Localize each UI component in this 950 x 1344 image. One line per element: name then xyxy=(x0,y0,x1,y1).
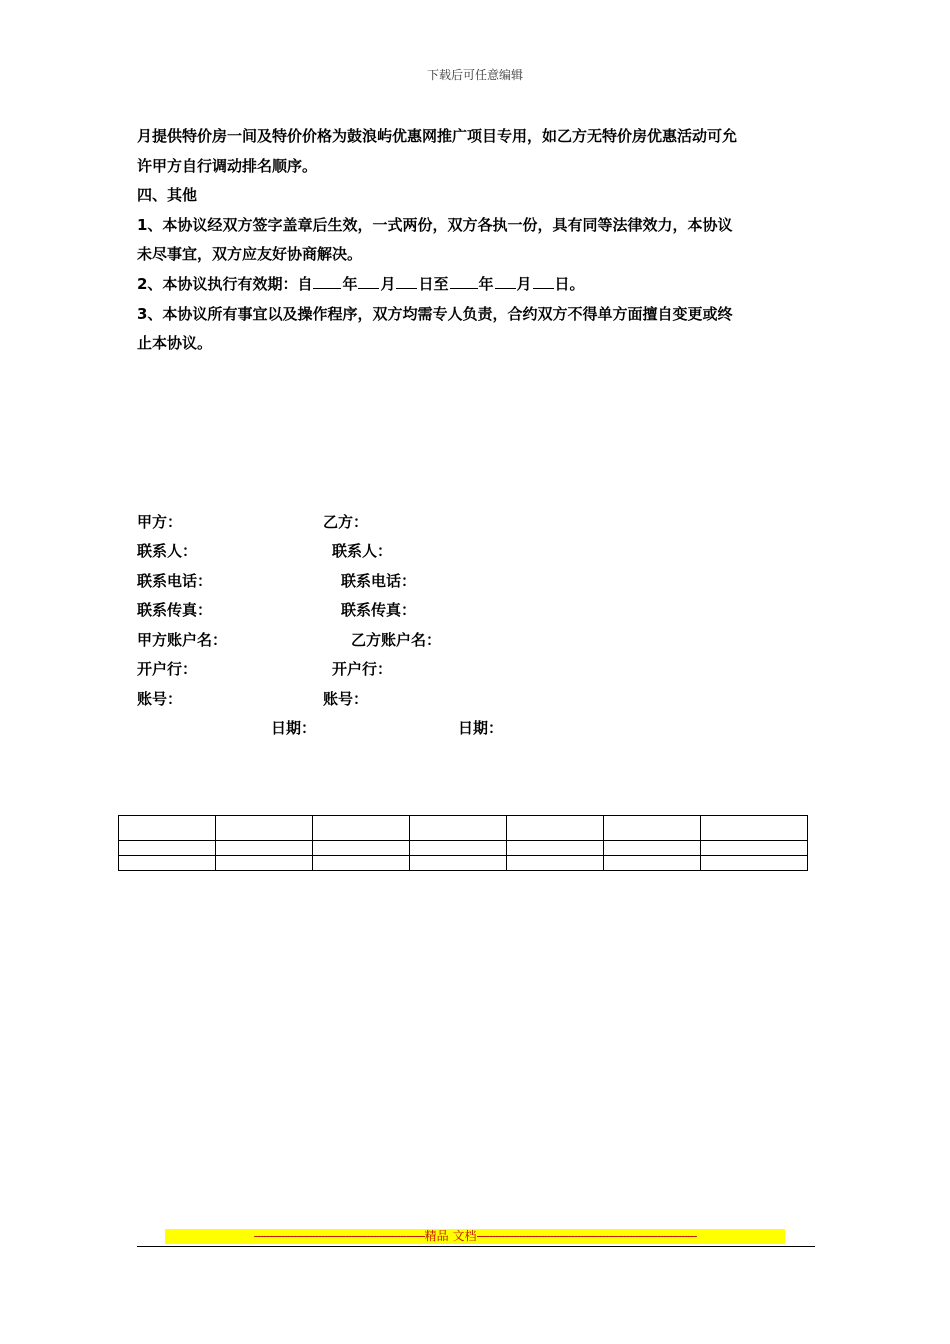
table-cell[interactable] xyxy=(216,856,313,871)
contact-b-label: 联系人： xyxy=(332,542,393,560)
fax-a-label: 联系传真： xyxy=(137,601,213,619)
table-cell[interactable] xyxy=(701,816,808,841)
table-cell[interactable] xyxy=(410,816,507,841)
month-end-label: 月 xyxy=(516,274,532,293)
account-name-b-label: 乙方账户名： xyxy=(351,631,442,649)
year-blank[interactable] xyxy=(313,273,341,289)
table-cell[interactable] xyxy=(410,841,507,856)
month-label: 月 xyxy=(380,274,396,293)
table-cell[interactable] xyxy=(216,816,313,841)
table-cell[interactable] xyxy=(701,841,808,856)
phone-a-label: 联系电话： xyxy=(137,572,213,590)
account-no-a-label: 账号： xyxy=(137,690,183,708)
year-label: 年 xyxy=(342,274,358,293)
footer-banner xyxy=(165,1229,785,1244)
day-end-label: 日。 xyxy=(554,274,585,293)
table-cell[interactable] xyxy=(119,816,216,841)
clause-1-line: 1、本协议经双方签字盖章后生效，一式两份，双方各执一份，具有同等法律效力，本协议 xyxy=(137,215,733,234)
year-end-label: 年 xyxy=(478,274,494,293)
month-end-blank[interactable] xyxy=(495,273,516,289)
table-cell[interactable] xyxy=(119,841,216,856)
clause-3-line: 止本协议。 xyxy=(137,334,213,353)
agreement-body xyxy=(137,122,817,359)
table-cell[interactable] xyxy=(507,816,604,841)
table-cell[interactable] xyxy=(604,841,701,856)
table-cell[interactable] xyxy=(507,856,604,871)
clause-2 xyxy=(137,270,817,300)
table-cell[interactable] xyxy=(216,841,313,856)
paragraph-line: 月提供特价房一间及特价价格为鼓浪屿优惠网推广项目专用，如乙方无特价房优惠活动可允 xyxy=(137,127,738,145)
table-cell[interactable] xyxy=(507,841,604,856)
table-cell[interactable] xyxy=(604,856,701,871)
clause-2-prefix: 2、本协议执行有效期：自 xyxy=(137,274,313,293)
table-row xyxy=(119,816,808,841)
day-to-label: 日至 xyxy=(418,274,449,293)
footer-left-dashes: -------------------------------------------------------- xyxy=(253,1229,425,1243)
table-row xyxy=(119,841,808,856)
footer-rule xyxy=(137,1246,815,1247)
account-no-b-label: 账号： xyxy=(323,690,369,708)
contact-a-label: 联系人： xyxy=(137,542,198,560)
party-a-label: 甲方： xyxy=(137,513,183,531)
clause-1-line: 未尽事宜，双方应友好协商解决。 xyxy=(137,245,363,264)
table-cell[interactable] xyxy=(313,841,410,856)
table-cell[interactable] xyxy=(313,816,410,841)
phone-b-label: 联系电话： xyxy=(341,572,417,590)
year-end-blank[interactable] xyxy=(450,273,478,289)
date-b-label: 日期： xyxy=(458,719,504,737)
day-end-blank[interactable] xyxy=(533,273,554,289)
table-cell[interactable] xyxy=(701,856,808,871)
section-title: 四、其他 xyxy=(137,186,198,205)
table-cell[interactable] xyxy=(410,856,507,871)
table-cell[interactable] xyxy=(119,856,216,871)
page-header: 下载后可任意编辑 xyxy=(426,68,523,82)
table-cell[interactable] xyxy=(604,816,701,841)
party-b-label: 乙方： xyxy=(323,513,369,531)
date-a-label: 日期： xyxy=(271,719,317,737)
table-row xyxy=(119,856,808,871)
paragraph-line: 许甲方自行调动排名顺序。 xyxy=(137,156,318,175)
empty-table xyxy=(118,815,808,871)
account-name-a-label: 甲方账户名： xyxy=(137,631,228,649)
table-cell[interactable] xyxy=(313,856,410,871)
day-blank[interactable] xyxy=(396,273,417,289)
fax-b-label: 联系传真： xyxy=(341,601,417,619)
footer-label: 精品 文档 xyxy=(424,1229,477,1243)
month-blank[interactable] xyxy=(358,273,379,289)
bank-b-label: 开户行： xyxy=(332,660,393,678)
clause-3-line: 3、本协议所有事宜以及操作程序，双方均需专人负责，合约双方不得单方面擅自变更或终 xyxy=(137,304,733,323)
bank-a-label: 开户行： xyxy=(137,660,198,678)
footer-right-dashes: ------------------------------------------------------------------------ xyxy=(476,1229,697,1243)
